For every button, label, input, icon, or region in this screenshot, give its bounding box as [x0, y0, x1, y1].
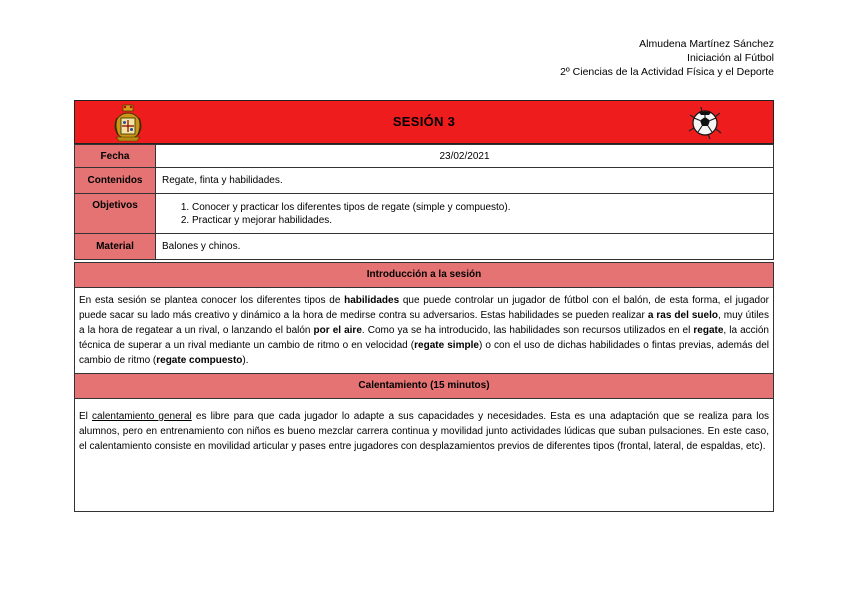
objetivo-item: 1. Conocer y practicar los diferentes tipos de regate (simple y compuesto).: [192, 201, 767, 214]
warmup-text: El calentamiento general es libre para que cada jugador lo adapte a sus capacidades y necesidades. Esta es una adaptación que se realiza para los alumnos, pero en entrenamiento con niños es bueno mezclar carrera continua y movilidad junto actividades lúdicas que suban pulsaciones. En este caso, el calentamiento consiste en movilidad articular y pases entre jugadores con desplazamientos previos de diferentes tipos (frontal, lateral, de espaldas, etc).: [74, 399, 774, 512]
material-value: Balones y chinos.: [156, 234, 774, 260]
intro-heading: Introducción a la sesión: [74, 262, 774, 288]
bold-term: regate: [693, 325, 724, 336]
bold-term: por el aire: [313, 325, 362, 336]
row-fecha: [75, 145, 774, 168]
bold-term: regate simple: [414, 340, 479, 351]
subject-name: Iniciación al Fútbol: [687, 52, 774, 64]
underlined-term: calentamiento general: [92, 411, 192, 422]
session-sheet: [74, 100, 774, 512]
author-name: Almudena Martínez Sánchez: [639, 38, 774, 50]
row-objetivos: [75, 194, 774, 234]
bold-term: regate compuesto: [156, 355, 243, 366]
fecha-value: 23/02/2021: [156, 145, 774, 168]
row-contenidos: [75, 168, 774, 194]
session-info-table: [74, 144, 774, 260]
intro-text: En esta sesión se plantea conocer los diferentes tipos de habilidades que puede controlar un jugador de fútbol con el balón, de esta forma, el jugador puede sacar su lado más creativo y dinámico a la hora de medirse contra su adversarios. Estas habilidades se pueden realizar a ras del suelo, muy útiles a la hora de regatear a un rival, o lanzando el balón por el aire. Como ya se ha introducido, las habilidades son recursos utilizados en el regate, la acción técnica de superar a un rival mediante un cambio de ritmo o en velocidad (regate simple) o con el uso de dichas habilidades o fintas previas, además del cambio de ritmo (regate compuesto).: [74, 288, 774, 374]
warmup-heading: Calentamiento (15 minutos): [74, 374, 774, 399]
bold-term: habilidades: [344, 295, 400, 306]
objetivos-list: [162, 201, 767, 227]
document-header: [560, 37, 774, 79]
bold-term: a ras del suelo: [647, 310, 718, 321]
contenidos-value: Regate, finta y habilidades.: [156, 168, 774, 194]
session-banner: [74, 100, 774, 144]
material-label: Material: [75, 234, 156, 260]
course-name: 2º Ciencias de la Actividad Física y el Deporte: [560, 66, 774, 78]
objetivo-item: 2. Practicar y mejorar habilidades.: [192, 214, 767, 227]
objetivos-label: Objetivos: [75, 194, 156, 234]
objetivos-value: [156, 194, 774, 234]
session-title: SESIÓN 3: [392, 114, 456, 129]
row-material: [75, 234, 774, 260]
soccer-ball-icon: [687, 105, 723, 141]
fecha-label: Fecha: [75, 145, 156, 168]
contenidos-label: Contenidos: [75, 168, 156, 194]
